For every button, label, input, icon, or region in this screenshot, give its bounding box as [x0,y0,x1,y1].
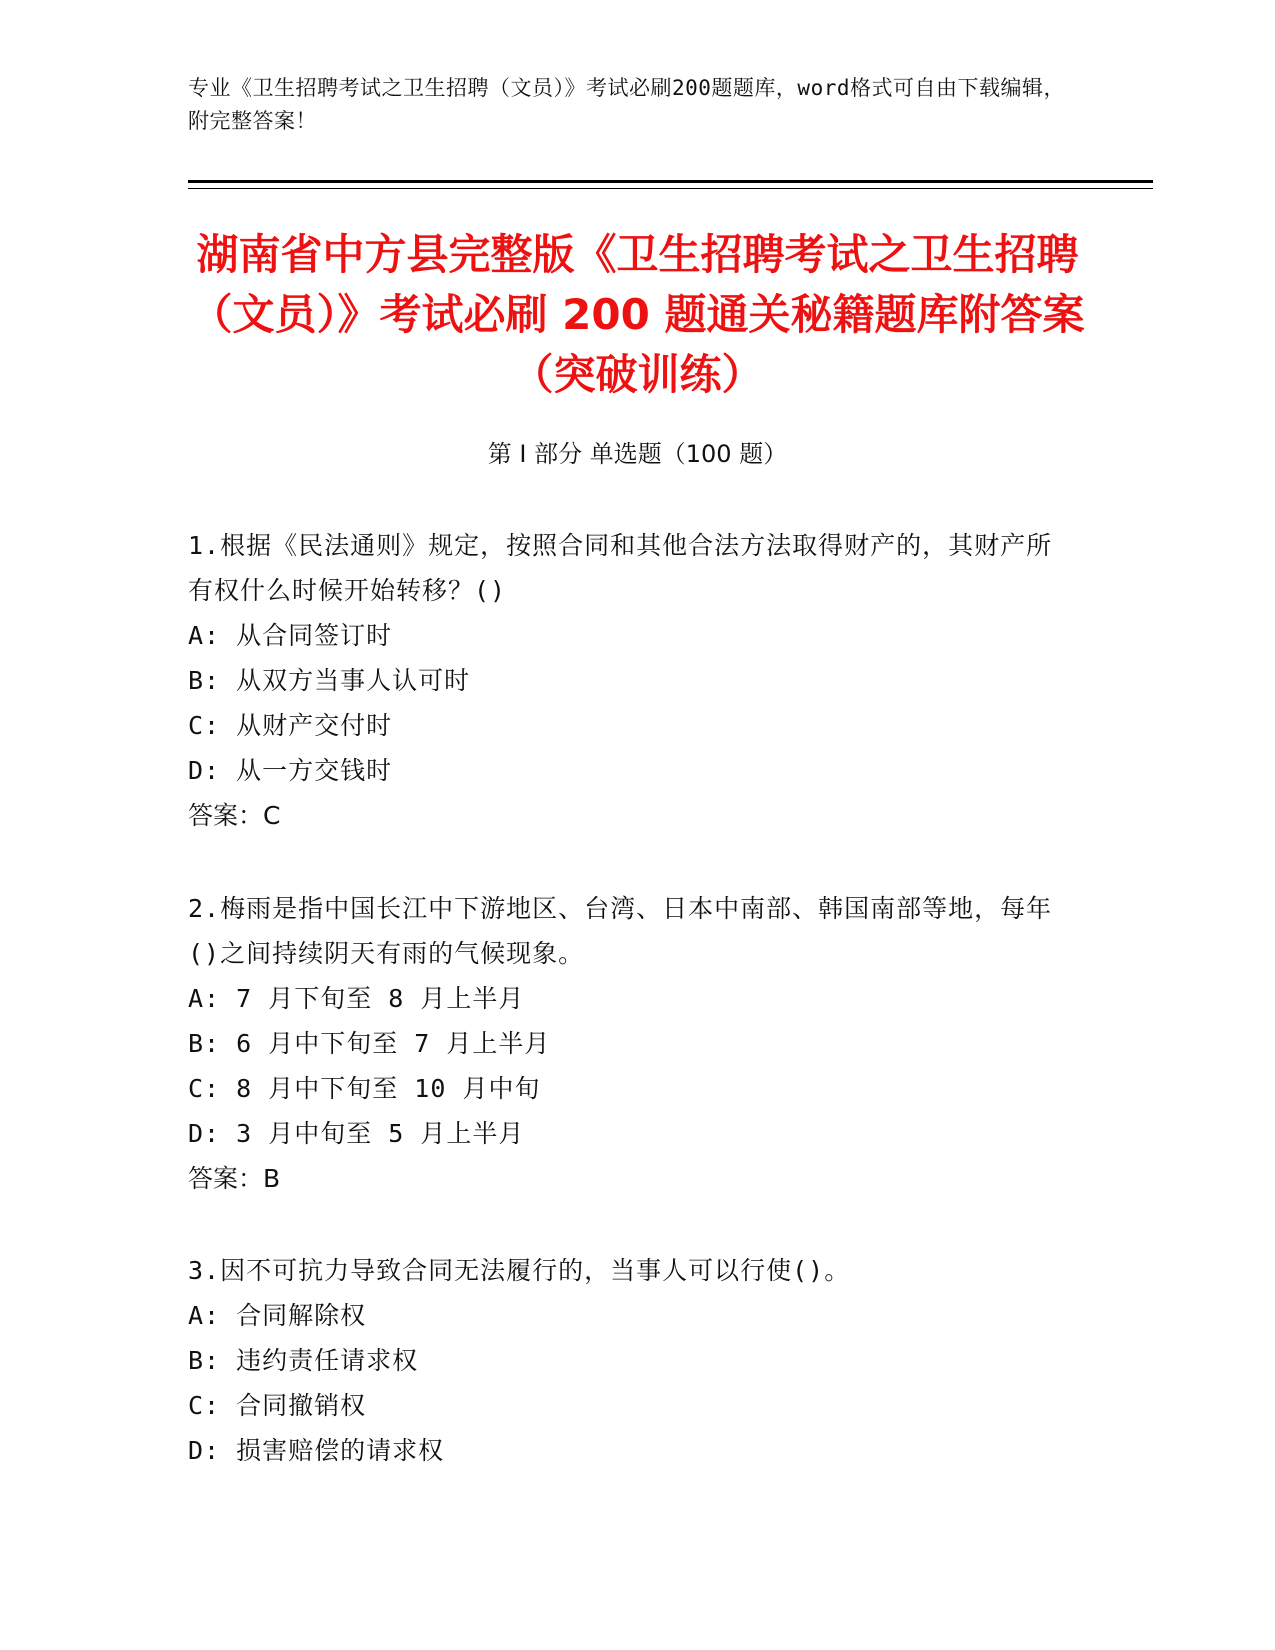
question-stem: 2.梅雨是指中国长江中下游地区、台湾、日本中南部、韩国南部等地，每年()之间持续阴天有雨的气候现象。 [188,894,1053,968]
document-title: 湖南省中方县完整版《卫生招聘考试之卫生招聘（文员）》考试必刷 200 题通关秘籍题库附答案（突破训练） [190,230,1085,399]
question-3 [188,1248,1068,1473]
option-c: C: 合同撤销权 [188,1391,367,1420]
answer: 答案：B [188,1164,281,1193]
option-a: A: 合同解除权 [188,1301,367,1330]
answer: 答案：C [188,801,281,830]
header-divider-thin [188,188,1153,189]
question-stem: 3.因不可抗力导致合同无法履行的，当事人可以行使()。 [188,1256,851,1285]
option-c: C: 8 月中下旬至 10 月中旬 [188,1074,541,1103]
question-2 [188,886,1068,1201]
option-d: D: 损害赔偿的请求权 [188,1436,445,1465]
section-title: 第 I 部分 单选题（100 题） [487,440,788,468]
option-a: A: 从合同签订时 [188,621,393,650]
option-b: B: 从双方当事人认可时 [188,666,471,695]
option-b: B: 违约责任请求权 [188,1346,419,1375]
option-c: C: 从财产交付时 [188,711,393,740]
option-a: A: 7 月下旬至 8 月上半月 [188,984,525,1013]
option-b: B: 6 月中下旬至 7 月上半月 [188,1029,551,1058]
question-1 [188,523,1068,838]
question-stem: 1.根据《民法通则》规定，按照合同和其他合法方法取得财产的，其财产所有权什么时候开始转移？() [188,531,1053,605]
option-d: D: 从一方交钱时 [188,756,393,785]
header-note: 专业《卫生招聘考试之卫生招聘（文员）》考试必刷200题题库，word格式可自由下载编辑，附完整答案！ [188,76,1065,133]
option-d: D: 3 月中旬至 5 月上半月 [188,1119,525,1148]
header-divider-thick [188,180,1153,183]
